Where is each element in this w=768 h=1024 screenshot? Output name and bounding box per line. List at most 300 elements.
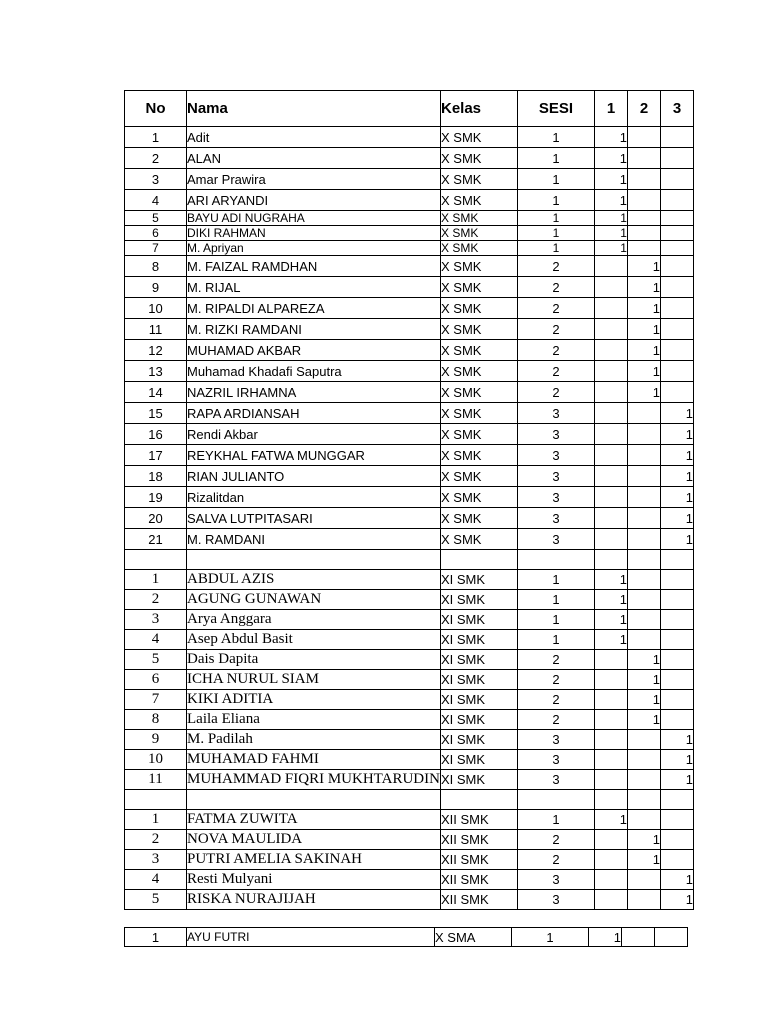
- cell-session-1: 1: [594, 211, 627, 226]
- cell-nama: Asep Abdul Basit: [187, 630, 441, 650]
- cell-no: 13: [125, 361, 187, 382]
- cell-kelas: X SMA: [435, 928, 512, 947]
- cell-kelas: X SMK: [440, 148, 517, 169]
- header-sesi: SESI: [517, 91, 594, 127]
- cell-nama: Arya Anggara: [187, 610, 441, 630]
- table-body: [125, 127, 694, 910]
- cell-nama: Rizalitdan: [187, 487, 441, 508]
- cell-nama: RIAN JULIANTO: [187, 466, 441, 487]
- cell-session-1: 1: [594, 570, 627, 590]
- cell-nama: KIKI ADITIA: [187, 690, 441, 710]
- empty-cell: [660, 790, 693, 810]
- cell-nama: Rendi Akbar: [187, 424, 441, 445]
- spacer-row: [125, 790, 694, 810]
- cell-session-1: [594, 770, 627, 790]
- cell-sesi: 3: [517, 487, 594, 508]
- table-row: [125, 890, 694, 910]
- table-row: [125, 277, 694, 298]
- cell-nama: ABDUL AZIS: [187, 570, 441, 590]
- cell-session-3: [660, 570, 693, 590]
- table-row: [125, 445, 694, 466]
- cell-session-3: [660, 298, 693, 319]
- cell-session-3: [660, 211, 693, 226]
- cell-no: 5: [125, 650, 187, 670]
- cell-session-3: 1: [660, 508, 693, 529]
- cell-session-2: 1: [627, 650, 660, 670]
- cell-session-1: [594, 382, 627, 403]
- cell-session-1: [594, 529, 627, 550]
- cell-no: 6: [125, 670, 187, 690]
- cell-sesi: 1: [517, 127, 594, 148]
- cell-session-2: [627, 750, 660, 770]
- cell-session-2: [627, 466, 660, 487]
- cell-session-3: [660, 190, 693, 211]
- cell-no: 7: [125, 690, 187, 710]
- cell-session-2: 1: [627, 361, 660, 382]
- cell-session-3: [660, 148, 693, 169]
- table-row: [125, 750, 694, 770]
- cell-session-1: [594, 340, 627, 361]
- table-row: [125, 850, 694, 870]
- cell-session-3: [660, 810, 693, 830]
- cell-session-1: [594, 424, 627, 445]
- cell-nama: Muhamad Khadafi Saputra: [187, 361, 441, 382]
- cell-kelas: X SMK: [440, 424, 517, 445]
- cell-no: 11: [125, 319, 187, 340]
- cell-session-2: [627, 445, 660, 466]
- cell-kelas: XI SMK: [440, 590, 517, 610]
- cell-kelas: X SMK: [440, 241, 517, 256]
- cell-nama: M. RIZKI RAMDANI: [187, 319, 441, 340]
- table-row: [125, 241, 694, 256]
- cell-kelas: XI SMK: [440, 650, 517, 670]
- cell-nama: Adit: [187, 127, 441, 148]
- table-row: [125, 610, 694, 630]
- cell-sesi: 1: [517, 211, 594, 226]
- cell-session-3: [660, 319, 693, 340]
- cell-session-2: 1: [627, 277, 660, 298]
- cell-session-1: [594, 298, 627, 319]
- empty-cell: [517, 550, 594, 570]
- cell-sesi: 2: [517, 382, 594, 403]
- cell-no: 1: [125, 570, 187, 590]
- cell-session-1: [594, 466, 627, 487]
- cell-kelas: X SMK: [440, 127, 517, 148]
- cell-session-3: [660, 226, 693, 241]
- cell-session-3: [660, 710, 693, 730]
- cell-sesi: 2: [517, 690, 594, 710]
- table-row: [125, 361, 694, 382]
- cell-session-2: [627, 226, 660, 241]
- cell-nama: Laila Eliana: [187, 710, 441, 730]
- cell-no: 19: [125, 487, 187, 508]
- cell-no: 16: [125, 424, 187, 445]
- cell-kelas: X SMK: [440, 340, 517, 361]
- student-session-table: [124, 90, 694, 910]
- cell-session-1: [594, 870, 627, 890]
- cell-no: 8: [125, 710, 187, 730]
- cell-kelas: X SMK: [440, 226, 517, 241]
- cell-session-2: 1: [627, 830, 660, 850]
- cell-session-1: [594, 445, 627, 466]
- cell-kelas: X SMK: [440, 169, 517, 190]
- table-row: [125, 169, 694, 190]
- cell-session-3: 1: [660, 730, 693, 750]
- table-row: [125, 570, 694, 590]
- cell-sesi: 3: [517, 890, 594, 910]
- cell-sesi: 1: [517, 226, 594, 241]
- cell-session-1: [594, 650, 627, 670]
- cell-session-3: [660, 277, 693, 298]
- cell-no: 3: [125, 610, 187, 630]
- cell-session-2: 1: [627, 850, 660, 870]
- cell-sesi: 1: [512, 928, 589, 947]
- header-session-1: 1: [594, 91, 627, 127]
- spacer-row: [125, 550, 694, 570]
- table-row: [125, 466, 694, 487]
- cell-no: 20: [125, 508, 187, 529]
- table-row: [125, 928, 688, 947]
- cell-session-2: [627, 508, 660, 529]
- cell-sesi: 2: [517, 850, 594, 870]
- cell-nama: RAPA ARDIANSAH: [187, 403, 441, 424]
- cell-sesi: 3: [517, 750, 594, 770]
- cell-no: 9: [125, 730, 187, 750]
- cell-kelas: XI SMK: [440, 670, 517, 690]
- cell-kelas: X SMK: [440, 298, 517, 319]
- cell-session-3: 1: [660, 487, 693, 508]
- table-row: [125, 830, 694, 850]
- table-row: [125, 529, 694, 550]
- cell-nama: RISKA NURAJIJAH: [187, 890, 441, 910]
- cell-session-1: 1: [594, 810, 627, 830]
- cell-sesi: 3: [517, 403, 594, 424]
- cell-session-3: [660, 690, 693, 710]
- cell-no: 1: [125, 928, 187, 947]
- table-row: [125, 211, 694, 226]
- table-row: [125, 508, 694, 529]
- cell-session-2: [627, 590, 660, 610]
- empty-cell: [187, 790, 441, 810]
- cell-kelas: X SMK: [440, 190, 517, 211]
- cell-no: 2: [125, 830, 187, 850]
- cell-sesi: 2: [517, 650, 594, 670]
- table-row: [125, 870, 694, 890]
- cell-no: 2: [125, 590, 187, 610]
- cell-session-1: 1: [594, 630, 627, 650]
- table-row: [125, 690, 694, 710]
- cell-session-1: 1: [594, 127, 627, 148]
- cell-no: 10: [125, 750, 187, 770]
- cell-sesi: 3: [517, 466, 594, 487]
- cell-session-1: [594, 361, 627, 382]
- header-session-2: 2: [627, 91, 660, 127]
- cell-sesi: 3: [517, 870, 594, 890]
- cell-nama: ICHA NURUL SIAM: [187, 670, 441, 690]
- cell-kelas: X SMK: [440, 382, 517, 403]
- table-row: [125, 127, 694, 148]
- cell-session-1: [594, 830, 627, 850]
- cell-session-2: [627, 148, 660, 169]
- cell-sesi: 1: [517, 810, 594, 830]
- cell-sesi: 1: [517, 610, 594, 630]
- cell-session-1: [594, 256, 627, 277]
- table-row: [125, 590, 694, 610]
- cell-no: 12: [125, 340, 187, 361]
- cell-sesi: 3: [517, 770, 594, 790]
- cell-session-1: 1: [589, 928, 622, 947]
- cell-no: 10: [125, 298, 187, 319]
- empty-cell: [660, 550, 693, 570]
- cell-session-3: 1: [660, 424, 693, 445]
- cell-nama: BAYU ADI NUGRAHA: [187, 211, 441, 226]
- cell-session-2: [627, 630, 660, 650]
- table-row: [125, 298, 694, 319]
- cell-kelas: XI SMK: [440, 750, 517, 770]
- table-row: [125, 650, 694, 670]
- cell-kelas: XI SMK: [440, 710, 517, 730]
- empty-cell: [517, 790, 594, 810]
- cell-session-2: [622, 928, 655, 947]
- cell-session-3: 1: [660, 529, 693, 550]
- cell-session-1: [594, 670, 627, 690]
- header-session-3: 3: [660, 91, 693, 127]
- cell-nama: M. Padilah: [187, 730, 441, 750]
- cell-session-3: 1: [660, 890, 693, 910]
- cell-sesi: 2: [517, 670, 594, 690]
- header-row: [125, 91, 694, 127]
- cell-kelas: XII SMK: [440, 890, 517, 910]
- cell-session-2: [627, 810, 660, 830]
- cell-nama: M. FAIZAL RAMDHAN: [187, 256, 441, 277]
- cell-kelas: X SMK: [440, 361, 517, 382]
- empty-cell: [627, 550, 660, 570]
- cell-sesi: 3: [517, 529, 594, 550]
- sma-table-body: [125, 928, 688, 947]
- cell-kelas: X SMK: [440, 256, 517, 277]
- cell-session-2: [627, 770, 660, 790]
- cell-session-2: 1: [627, 298, 660, 319]
- cell-sesi: 2: [517, 830, 594, 850]
- cell-session-1: [594, 319, 627, 340]
- cell-no: 4: [125, 630, 187, 650]
- cell-nama: M. RIJAL: [187, 277, 441, 298]
- cell-sesi: 3: [517, 424, 594, 445]
- cell-session-3: 1: [660, 750, 693, 770]
- cell-session-3: [655, 928, 688, 947]
- empty-cell: [594, 550, 627, 570]
- cell-session-1: [594, 403, 627, 424]
- cell-kelas: X SMK: [440, 487, 517, 508]
- cell-session-2: [627, 570, 660, 590]
- cell-session-3: [660, 830, 693, 850]
- cell-nama: SALVA LUTPITASARI: [187, 508, 441, 529]
- cell-session-2: [627, 169, 660, 190]
- table-row: [125, 226, 694, 241]
- cell-nama: Amar Prawira: [187, 169, 441, 190]
- cell-session-2: 1: [627, 690, 660, 710]
- cell-no: 5: [125, 211, 187, 226]
- table-row: [125, 340, 694, 361]
- cell-sesi: 1: [517, 169, 594, 190]
- cell-session-3: 1: [660, 466, 693, 487]
- cell-session-1: [594, 850, 627, 870]
- cell-no: 9: [125, 277, 187, 298]
- cell-nama: NAZRIL IRHAMNA: [187, 382, 441, 403]
- table-row: [125, 148, 694, 169]
- cell-session-3: 1: [660, 770, 693, 790]
- cell-session-2: 1: [627, 710, 660, 730]
- empty-cell: [440, 550, 517, 570]
- table-row: [125, 319, 694, 340]
- cell-session-2: [627, 127, 660, 148]
- cell-session-2: [627, 487, 660, 508]
- cell-sesi: 1: [517, 241, 594, 256]
- cell-nama: MUHAMMAD FIQRI MUKHTARUDIN: [187, 770, 441, 790]
- cell-sesi: 3: [517, 508, 594, 529]
- header-kelas: Kelas: [440, 91, 517, 127]
- cell-no: 1: [125, 127, 187, 148]
- cell-kelas: XII SMK: [440, 870, 517, 890]
- table-row: [125, 770, 694, 790]
- cell-session-2: [627, 211, 660, 226]
- cell-nama: AGUNG GUNAWAN: [187, 590, 441, 610]
- cell-session-2: 1: [627, 382, 660, 403]
- cell-nama: ALAN: [187, 148, 441, 169]
- cell-session-1: [594, 690, 627, 710]
- cell-no: 3: [125, 850, 187, 870]
- cell-kelas: XI SMK: [440, 690, 517, 710]
- cell-kelas: X SMK: [440, 403, 517, 424]
- cell-session-2: [627, 190, 660, 211]
- cell-session-1: [594, 890, 627, 910]
- cell-nama: REYKHAL FATWA MUNGGAR: [187, 445, 441, 466]
- cell-sesi: 1: [517, 148, 594, 169]
- cell-nama: M. RIPALDI ALPAREZA: [187, 298, 441, 319]
- cell-session-1: 1: [594, 590, 627, 610]
- cell-kelas: XI SMK: [440, 730, 517, 750]
- cell-session-2: 1: [627, 670, 660, 690]
- cell-nama: NOVA MAULIDA: [187, 830, 441, 850]
- cell-session-1: 1: [594, 226, 627, 241]
- table-row: [125, 403, 694, 424]
- cell-session-2: [627, 610, 660, 630]
- cell-no: 2: [125, 148, 187, 169]
- cell-kelas: X SMK: [440, 319, 517, 340]
- cell-kelas: XI SMK: [440, 610, 517, 630]
- cell-kelas: XI SMK: [440, 630, 517, 650]
- cell-session-2: 1: [627, 340, 660, 361]
- cell-session-3: [660, 241, 693, 256]
- cell-kelas: X SMK: [440, 211, 517, 226]
- cell-no: 11: [125, 770, 187, 790]
- cell-nama: FATMA ZUWITA: [187, 810, 441, 830]
- cell-no: 17: [125, 445, 187, 466]
- cell-session-2: [627, 403, 660, 424]
- cell-kelas: X SMK: [440, 529, 517, 550]
- cell-no: 1: [125, 810, 187, 830]
- cell-kelas: X SMK: [440, 277, 517, 298]
- cell-session-1: 1: [594, 169, 627, 190]
- cell-no: 4: [125, 870, 187, 890]
- sma-table: [124, 927, 688, 947]
- cell-session-3: [660, 630, 693, 650]
- cell-kelas: X SMK: [440, 466, 517, 487]
- cell-no: 7: [125, 241, 187, 256]
- cell-nama: DIKI RAHMAN: [187, 226, 441, 241]
- cell-session-3: [660, 361, 693, 382]
- cell-no: 4: [125, 190, 187, 211]
- cell-sesi: 1: [517, 190, 594, 211]
- table-row: [125, 190, 694, 211]
- cell-sesi: 2: [517, 710, 594, 730]
- empty-cell: [594, 790, 627, 810]
- cell-session-2: [627, 424, 660, 445]
- cell-session-1: [594, 750, 627, 770]
- cell-nama: M. Apriyan: [187, 241, 441, 256]
- cell-nama: AYU FUTRI: [187, 928, 435, 947]
- cell-session-3: [660, 650, 693, 670]
- cell-sesi: 1: [517, 570, 594, 590]
- cell-no: 3: [125, 169, 187, 190]
- cell-sesi: 3: [517, 445, 594, 466]
- cell-sesi: 2: [517, 319, 594, 340]
- table-row: [125, 487, 694, 508]
- empty-cell: [187, 550, 441, 570]
- cell-kelas: XII SMK: [440, 830, 517, 850]
- header-nama: Nama: [187, 91, 441, 127]
- cell-sesi: 2: [517, 277, 594, 298]
- cell-session-3: [660, 850, 693, 870]
- cell-no: 5: [125, 890, 187, 910]
- cell-sesi: 2: [517, 340, 594, 361]
- header-no: No: [125, 91, 187, 127]
- cell-session-3: [660, 169, 693, 190]
- cell-session-1: 1: [594, 241, 627, 256]
- cell-session-3: 1: [660, 870, 693, 890]
- cell-no: 6: [125, 226, 187, 241]
- table-row: [125, 424, 694, 445]
- cell-session-3: [660, 382, 693, 403]
- cell-session-3: 1: [660, 445, 693, 466]
- cell-session-1: [594, 730, 627, 750]
- cell-nama: MUHAMAD AKBAR: [187, 340, 441, 361]
- table-row: [125, 382, 694, 403]
- cell-session-1: [594, 487, 627, 508]
- cell-no: 18: [125, 466, 187, 487]
- cell-session-3: [660, 340, 693, 361]
- cell-session-1: [594, 508, 627, 529]
- empty-cell: [125, 550, 187, 570]
- cell-session-1: 1: [594, 148, 627, 169]
- empty-cell: [627, 790, 660, 810]
- cell-sesi: 1: [517, 590, 594, 610]
- cell-sesi: 2: [517, 298, 594, 319]
- empty-cell: [440, 790, 517, 810]
- cell-session-2: [627, 241, 660, 256]
- cell-kelas: XII SMK: [440, 810, 517, 830]
- cell-nama: M. RAMDANI: [187, 529, 441, 550]
- cell-session-2: 1: [627, 319, 660, 340]
- cell-no: 15: [125, 403, 187, 424]
- cell-kelas: X SMK: [440, 508, 517, 529]
- cell-kelas: XI SMK: [440, 770, 517, 790]
- cell-sesi: 2: [517, 256, 594, 277]
- cell-nama: MUHAMAD FAHMI: [187, 750, 441, 770]
- cell-session-2: [627, 870, 660, 890]
- cell-no: 8: [125, 256, 187, 277]
- table-row: [125, 256, 694, 277]
